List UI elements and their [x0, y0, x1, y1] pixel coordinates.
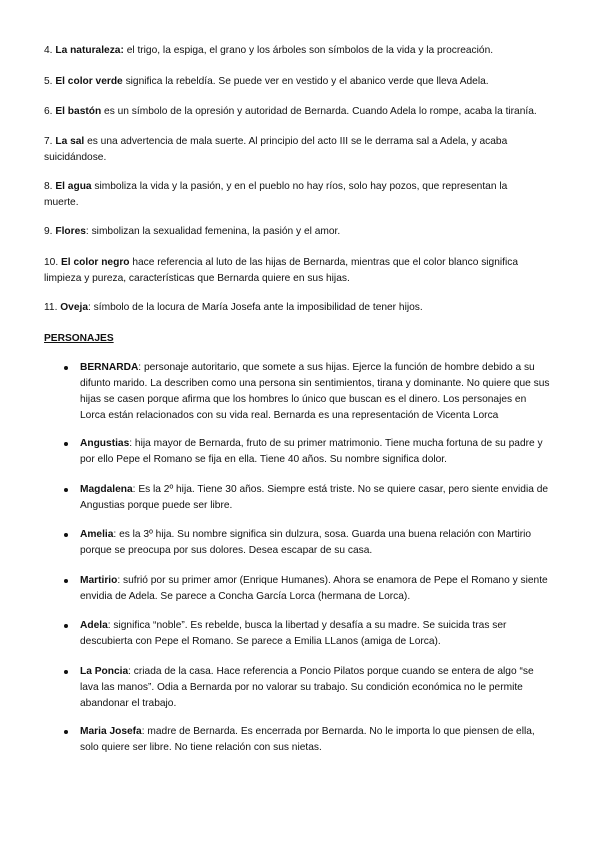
- bullet-icon: [64, 442, 68, 446]
- character-item: Angustias: hija mayor de Bernarda, fruto de su primer matrimonio. Tiene mucha fortuna de su padre y por ello Pepe el Romano se fija en ella. Tiene 40 años. Su nombre significa dolor.: [80, 436, 554, 468]
- symbol-item: 9. Flores: simbolizan la sexualidad femenina, la pasión y el amor.: [44, 226, 341, 237]
- symbol-item: 7. La sal es una advertencia de mala suerte. Al principio del acto III se le derrama sal a Adela, y acaba suicidándose.: [44, 136, 508, 163]
- character-item: La Poncia: criada de la casa. Hace referencia a Poncio Pilatos porque cuando se entera de algo “se lava las manos”. Odia a Bernarda por no valorar su trabajo. Su condición económica no le permite abandonar el trabajo.: [80, 664, 554, 712]
- symbol-item: 10. El color negro hace referencia al luto de las hijas de Bernarda, mientras que el color blanco significa limpieza y pureza, características que Bernarda quiere en sus hijas.: [44, 257, 518, 284]
- character-item: Magdalena: Es la 2º hija. Tiene 30 años. Siempre está triste. No se quiere casar, pero siente envidia de Angustias porque puede ser libre.: [80, 482, 554, 514]
- symbol-item: 11. Oveja: símbolo de la locura de María Josefa ante la imposibilidad de tener hijos.: [44, 302, 423, 313]
- symbol-item: 4. La naturaleza: el trigo, la espiga, el grano y los árboles son símbolos de la vida y la procreación.: [44, 45, 494, 56]
- bullet-icon: [64, 579, 68, 583]
- character-item: Martirio: sufrió por su primer amor (Enrique Humanes). Ahora se enamora de Pepe el Romano y siente envidia de Adela. Se parece a Concha García Lorca (hermana de Lorca).: [80, 573, 554, 605]
- symbol-item: 8. El agua simboliza la vida y la pasión, y en el pueblo no hay ríos, solo hay pozos, que representan la muerte.: [44, 181, 508, 208]
- bullet-icon: [64, 624, 68, 628]
- symbol-item: 5. El color verde significa la rebeldía. Se puede ver en vestido y el abanico verde que lleva Adela.: [44, 76, 489, 87]
- character-item: Amelia: es la 3º hija. Su nombre significa sin dulzura, sosa. Guarda una buena relación con Martirio porque se preocupa por sus dolores. Desea escapar de su casa.: [80, 527, 554, 559]
- bullet-icon: [64, 488, 68, 492]
- character-item: BERNARDA: personaje autoritario, que somete a sus hijas. Ejerce la función de hombre debido a su difunto marido. La describen como una persona sin sentimientos, tirana y dominante. No quiere que sus hijas se casen porque afirma que los hombres lo único que buscan es el dinero. Los personajes en Lorca están relacionados con su vida real. Bernarda es una representación de Vicenta Lorca: [80, 360, 554, 424]
- character-item: Maria Josefa: madre de Bernarda. Es encerrada por Bernarda. No le importa lo que piensen de ella, solo quiere ser libre. No tiene relación con sus nietas.: [80, 724, 554, 756]
- character-item: Adela: significa “noble”. Es rebelde, busca la libertad y desafía a su madre. Se suicida tras ser descubierta con Pepe el Romano. Se parece a Emilia LLanos (amiga de Lorca).: [80, 618, 554, 650]
- bullet-icon: [64, 533, 68, 537]
- bullet-icon: [64, 730, 68, 734]
- bullet-icon: [64, 366, 68, 370]
- symbol-item: 6. El bastón es un símbolo de la opresión y autoridad de Bernarda. Cuando Adela lo rompe, acaba la tiranía.: [44, 106, 537, 117]
- personajes-heading: PERSONAJES: [44, 333, 114, 344]
- bullet-icon: [64, 670, 68, 674]
